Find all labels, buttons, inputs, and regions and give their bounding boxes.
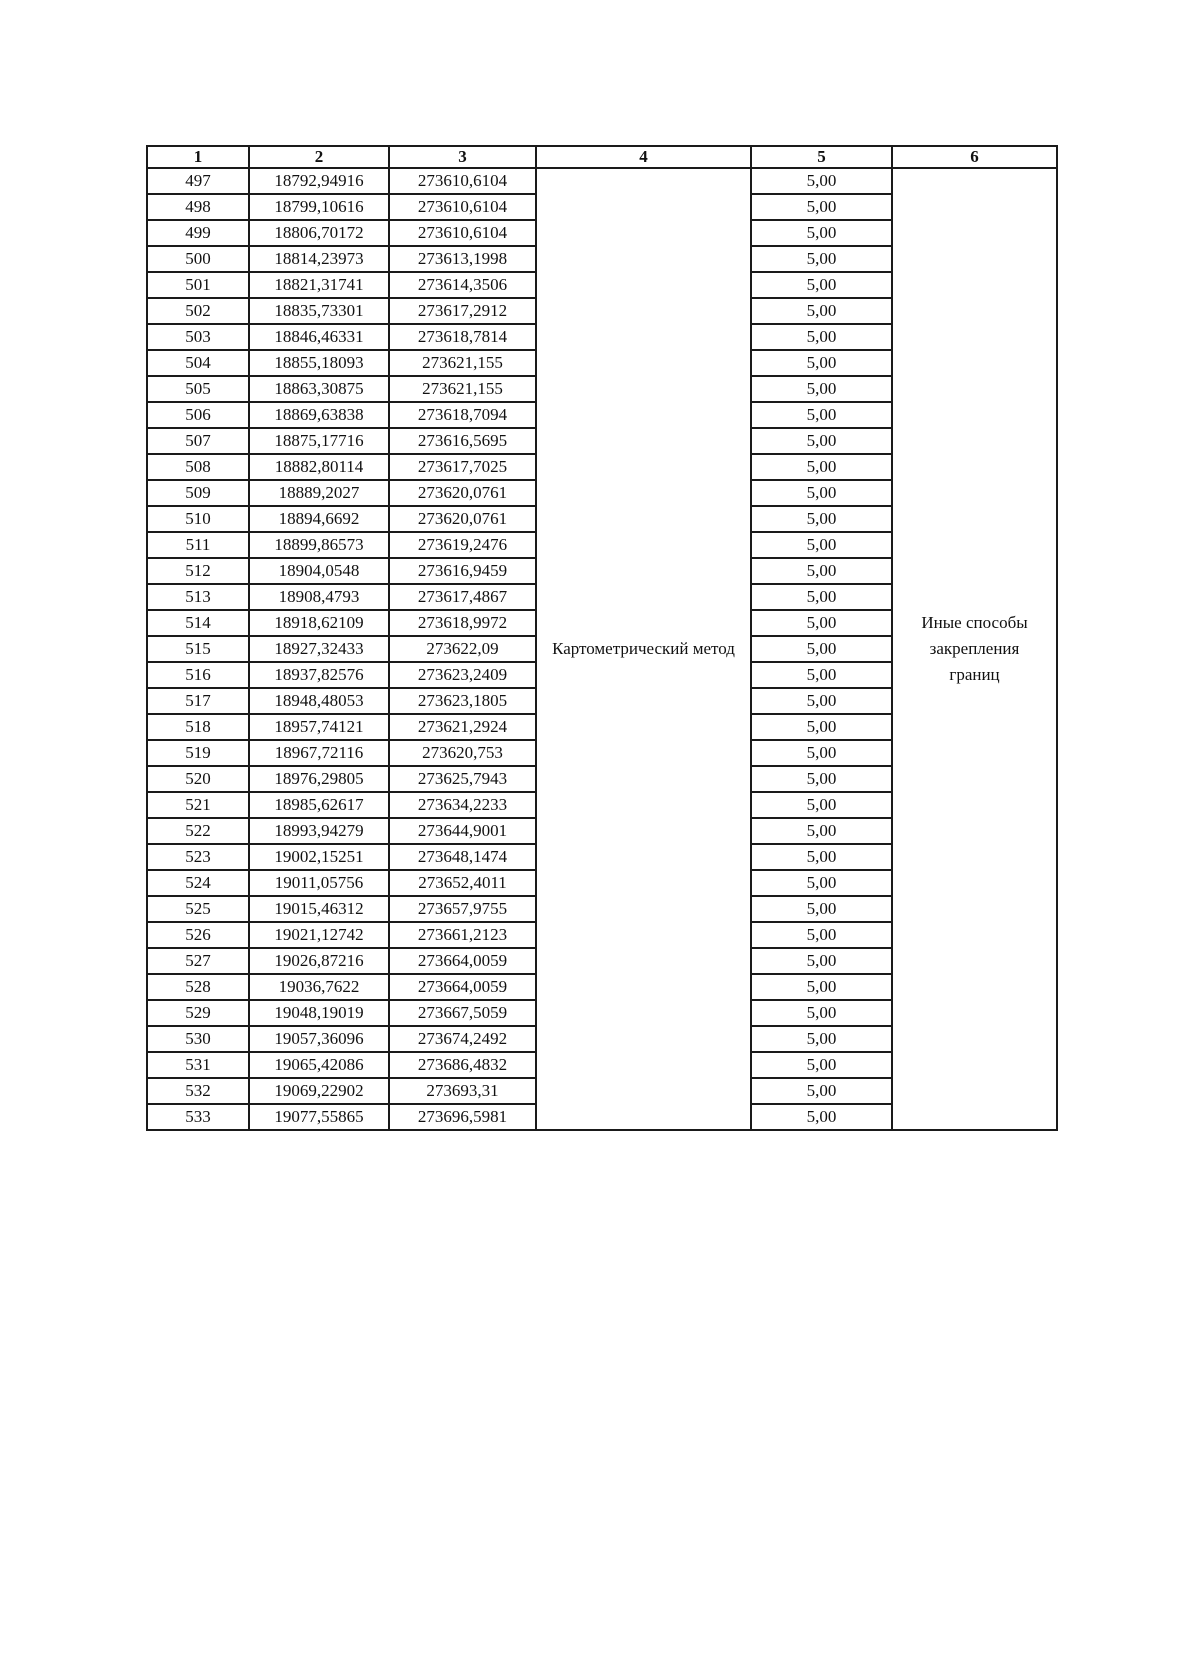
x-coordinate-cell: 18799,10616 <box>249 194 389 220</box>
method-cell: Картометрический метод <box>536 168 751 1130</box>
accuracy-cell: 5,00 <box>751 506 892 532</box>
accuracy-cell: 5,00 <box>751 844 892 870</box>
y-coordinate-cell: 273634,2233 <box>389 792 536 818</box>
point-number-cell: 530 <box>147 1026 249 1052</box>
accuracy-cell: 5,00 <box>751 454 892 480</box>
point-number-cell: 524 <box>147 870 249 896</box>
y-coordinate-cell: 273610,6104 <box>389 194 536 220</box>
x-coordinate-cell: 19011,05756 <box>249 870 389 896</box>
x-coordinate-cell: 18985,62617 <box>249 792 389 818</box>
y-coordinate-cell: 273621,155 <box>389 350 536 376</box>
y-coordinate-cell: 273620,0761 <box>389 480 536 506</box>
y-coordinate-cell: 273613,1998 <box>389 246 536 272</box>
fixing-method-cell: Иные способы закрепления границ <box>892 168 1057 1130</box>
table-body <box>147 168 1057 1130</box>
point-number-cell: 519 <box>147 740 249 766</box>
x-coordinate-cell: 18792,94916 <box>249 168 389 194</box>
x-coordinate-cell: 18967,72116 <box>249 740 389 766</box>
point-number-cell: 531 <box>147 1052 249 1078</box>
x-coordinate-cell: 18908,4793 <box>249 584 389 610</box>
point-number-cell: 509 <box>147 480 249 506</box>
x-coordinate-cell: 18875,17716 <box>249 428 389 454</box>
point-number-cell: 502 <box>147 298 249 324</box>
accuracy-cell: 5,00 <box>751 662 892 688</box>
x-coordinate-cell: 18846,46331 <box>249 324 389 350</box>
accuracy-cell: 5,00 <box>751 428 892 454</box>
x-coordinate-cell: 18894,6692 <box>249 506 389 532</box>
accuracy-cell: 5,00 <box>751 168 892 194</box>
accuracy-cell: 5,00 <box>751 688 892 714</box>
header-row <box>147 146 1057 168</box>
point-number-cell: 500 <box>147 246 249 272</box>
y-coordinate-cell: 273623,1805 <box>389 688 536 714</box>
x-coordinate-cell: 18976,29805 <box>249 766 389 792</box>
point-number-cell: 498 <box>147 194 249 220</box>
header-col-3: 3 <box>389 146 536 168</box>
y-coordinate-cell: 273618,7814 <box>389 324 536 350</box>
x-coordinate-cell: 18855,18093 <box>249 350 389 376</box>
accuracy-cell: 5,00 <box>751 220 892 246</box>
header-col-4: 4 <box>536 146 751 168</box>
x-coordinate-cell: 18918,62109 <box>249 610 389 636</box>
point-number-cell: 517 <box>147 688 249 714</box>
point-number-cell: 520 <box>147 766 249 792</box>
y-coordinate-cell: 273617,7025 <box>389 454 536 480</box>
x-coordinate-cell: 18904,0548 <box>249 558 389 584</box>
y-coordinate-cell: 273618,9972 <box>389 610 536 636</box>
x-coordinate-cell: 18899,86573 <box>249 532 389 558</box>
x-coordinate-cell: 18889,2027 <box>249 480 389 506</box>
accuracy-cell: 5,00 <box>751 974 892 1000</box>
y-coordinate-cell: 273623,2409 <box>389 662 536 688</box>
x-coordinate-cell: 18821,31741 <box>249 272 389 298</box>
y-coordinate-cell: 273616,9459 <box>389 558 536 584</box>
y-coordinate-cell: 273644,9001 <box>389 818 536 844</box>
accuracy-cell: 5,00 <box>751 948 892 974</box>
accuracy-cell: 5,00 <box>751 870 892 896</box>
y-coordinate-cell: 273693,31 <box>389 1078 536 1104</box>
x-coordinate-cell: 19002,15251 <box>249 844 389 870</box>
point-number-cell: 525 <box>147 896 249 922</box>
y-coordinate-cell: 273648,1474 <box>389 844 536 870</box>
x-coordinate-cell: 18869,63838 <box>249 402 389 428</box>
y-coordinate-cell: 273664,0059 <box>389 948 536 974</box>
y-coordinate-cell: 273610,6104 <box>389 168 536 194</box>
accuracy-cell: 5,00 <box>751 402 892 428</box>
y-coordinate-cell: 273619,2476 <box>389 532 536 558</box>
accuracy-cell: 5,00 <box>751 376 892 402</box>
x-coordinate-cell: 19036,7622 <box>249 974 389 1000</box>
accuracy-cell: 5,00 <box>751 584 892 610</box>
y-coordinate-cell: 273661,2123 <box>389 922 536 948</box>
point-number-cell: 504 <box>147 350 249 376</box>
point-number-cell: 518 <box>147 714 249 740</box>
accuracy-cell: 5,00 <box>751 298 892 324</box>
y-coordinate-cell: 273620,0761 <box>389 506 536 532</box>
accuracy-cell: 5,00 <box>751 792 892 818</box>
y-coordinate-cell: 273664,0059 <box>389 974 536 1000</box>
accuracy-cell: 5,00 <box>751 714 892 740</box>
x-coordinate-cell: 18863,30875 <box>249 376 389 402</box>
x-coordinate-cell: 18814,23973 <box>249 246 389 272</box>
x-coordinate-cell: 19048,19019 <box>249 1000 389 1026</box>
accuracy-cell: 5,00 <box>751 766 892 792</box>
y-coordinate-cell: 273618,7094 <box>389 402 536 428</box>
point-number-cell: 528 <box>147 974 249 1000</box>
accuracy-cell: 5,00 <box>751 194 892 220</box>
point-number-cell: 526 <box>147 922 249 948</box>
point-number-cell: 505 <box>147 376 249 402</box>
header-col-6: 6 <box>892 146 1057 168</box>
x-coordinate-cell: 18835,73301 <box>249 298 389 324</box>
x-coordinate-cell: 18937,82576 <box>249 662 389 688</box>
x-coordinate-cell: 18882,80114 <box>249 454 389 480</box>
accuracy-cell: 5,00 <box>751 1000 892 1026</box>
table-row <box>147 168 1057 194</box>
table-header <box>147 146 1057 168</box>
coordinates-table <box>146 145 1058 1131</box>
accuracy-cell: 5,00 <box>751 740 892 766</box>
y-coordinate-cell: 273617,4867 <box>389 584 536 610</box>
point-number-cell: 506 <box>147 402 249 428</box>
point-number-cell: 510 <box>147 506 249 532</box>
header-col-5: 5 <box>751 146 892 168</box>
point-number-cell: 522 <box>147 818 249 844</box>
point-number-cell: 533 <box>147 1104 249 1130</box>
x-coordinate-cell: 18948,48053 <box>249 688 389 714</box>
x-coordinate-cell: 19026,87216 <box>249 948 389 974</box>
x-coordinate-cell: 18806,70172 <box>249 220 389 246</box>
point-number-cell: 521 <box>147 792 249 818</box>
y-coordinate-cell: 273617,2912 <box>389 298 536 324</box>
point-number-cell: 497 <box>147 168 249 194</box>
point-number-cell: 529 <box>147 1000 249 1026</box>
accuracy-cell: 5,00 <box>751 896 892 922</box>
point-number-cell: 511 <box>147 532 249 558</box>
y-coordinate-cell: 273625,7943 <box>389 766 536 792</box>
accuracy-cell: 5,00 <box>751 636 892 662</box>
accuracy-cell: 5,00 <box>751 1026 892 1052</box>
x-coordinate-cell: 18993,94279 <box>249 818 389 844</box>
accuracy-cell: 5,00 <box>751 1078 892 1104</box>
x-coordinate-cell: 19077,55865 <box>249 1104 389 1130</box>
y-coordinate-cell: 273621,155 <box>389 376 536 402</box>
y-coordinate-cell: 273614,3506 <box>389 272 536 298</box>
y-coordinate-cell: 273696,5981 <box>389 1104 536 1130</box>
accuracy-cell: 5,00 <box>751 922 892 948</box>
point-number-cell: 508 <box>147 454 249 480</box>
accuracy-cell: 5,00 <box>751 1052 892 1078</box>
y-coordinate-cell: 273610,6104 <box>389 220 536 246</box>
point-number-cell: 503 <box>147 324 249 350</box>
y-coordinate-cell: 273616,5695 <box>389 428 536 454</box>
accuracy-cell: 5,00 <box>751 324 892 350</box>
x-coordinate-cell: 18927,32433 <box>249 636 389 662</box>
point-number-cell: 532 <box>147 1078 249 1104</box>
accuracy-cell: 5,00 <box>751 818 892 844</box>
point-number-cell: 523 <box>147 844 249 870</box>
y-coordinate-cell: 273657,9755 <box>389 896 536 922</box>
y-coordinate-cell: 273621,2924 <box>389 714 536 740</box>
accuracy-cell: 5,00 <box>751 532 892 558</box>
accuracy-cell: 5,00 <box>751 350 892 376</box>
y-coordinate-cell: 273652,4011 <box>389 870 536 896</box>
point-number-cell: 514 <box>147 610 249 636</box>
accuracy-cell: 5,00 <box>751 246 892 272</box>
y-coordinate-cell: 273686,4832 <box>389 1052 536 1078</box>
x-coordinate-cell: 18957,74121 <box>249 714 389 740</box>
point-number-cell: 513 <box>147 584 249 610</box>
header-col-2: 2 <box>249 146 389 168</box>
point-number-cell: 512 <box>147 558 249 584</box>
point-number-cell: 499 <box>147 220 249 246</box>
header-col-1: 1 <box>147 146 249 168</box>
x-coordinate-cell: 19021,12742 <box>249 922 389 948</box>
y-coordinate-cell: 273622,09 <box>389 636 536 662</box>
y-coordinate-cell: 273674,2492 <box>389 1026 536 1052</box>
point-number-cell: 515 <box>147 636 249 662</box>
x-coordinate-cell: 19065,42086 <box>249 1052 389 1078</box>
x-coordinate-cell: 19015,46312 <box>249 896 389 922</box>
point-number-cell: 516 <box>147 662 249 688</box>
accuracy-cell: 5,00 <box>751 272 892 298</box>
accuracy-cell: 5,00 <box>751 558 892 584</box>
point-number-cell: 507 <box>147 428 249 454</box>
point-number-cell: 527 <box>147 948 249 974</box>
accuracy-cell: 5,00 <box>751 1104 892 1130</box>
y-coordinate-cell: 273620,753 <box>389 740 536 766</box>
x-coordinate-cell: 19069,22902 <box>249 1078 389 1104</box>
y-coordinate-cell: 273667,5059 <box>389 1000 536 1026</box>
accuracy-cell: 5,00 <box>751 610 892 636</box>
accuracy-cell: 5,00 <box>751 480 892 506</box>
point-number-cell: 501 <box>147 272 249 298</box>
x-coordinate-cell: 19057,36096 <box>249 1026 389 1052</box>
